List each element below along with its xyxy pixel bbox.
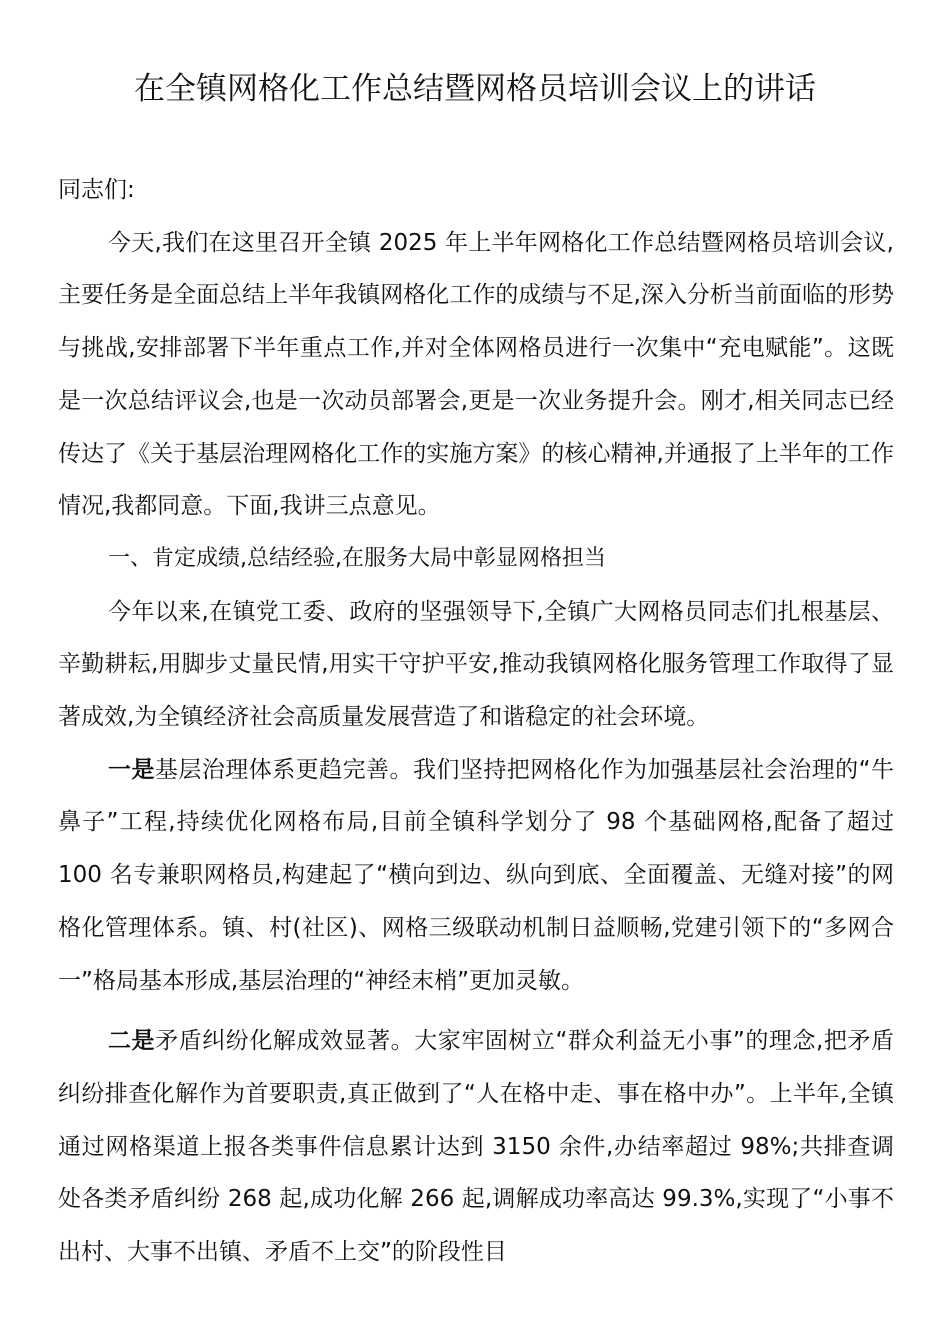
point-1-lead: 一是: [108, 756, 155, 783]
section1-intro-paragraph: 今年以来,在镇党工委、政府的坚强领导下,全镇广大网格员同志们扎根基层、辛勤耕耘,用脚步丈量民情,用实干守护平安,推动我镇网格化服务管理工作取得了显著成效,为全镇经济社会高质量发展营造了和谐稳定的社会环境。: [58, 598, 894, 731]
document-title: 在全镇网格化工作总结暨网格员培训会议上的讲话: [134, 71, 816, 107]
salutation: 同志们:: [58, 177, 135, 203]
point-2-lead: 二是: [108, 1028, 156, 1055]
point-1-text: 基层治理体系更趋完善。我们坚持把网格化作为加强基层社会治理的“牛鼻子”工程,持续优化网格布局,目前全镇科学划分了 98 个基础网格,配备了超过 100 名专兼职网格员,构建起了“横向到边、纵向到底、全面覆盖、无缝对接”的网格化管理体系。镇、村(社区)、网格三级联动机制日益顺畅,党建引领下的“多网合一”格局基本形成,基层治理的“神经末梢”更加灵敏。: [58, 756, 895, 994]
point-2-text: 矛盾纠纷化解成效显著。大家牢固树立“群众利益无小事”的理念,把矛盾纠纷排查化解作为首要职责,真正做到了“人在格中走、事在格中办”。上半年,全镇通过网格渠道上报各类事件信息累计达到 3150 余件,办结率超过 98%;共排查调处各类矛盾纠纷 268 起,成功化解 266 起,调解成功率高达 99.3%,实现了“小事不出村、大事不出镇、矛盾不上交”的阶段性目: [58, 1028, 894, 1266]
point-2-paragraph: [58, 1015, 894, 1279]
section-heading-1: 一、肯定成绩,总结经验,在服务大局中彰显网格担当: [108, 545, 606, 571]
document-body: [58, 164, 894, 1279]
point-1-paragraph: [58, 744, 894, 1008]
intro-paragraph: 今天,我们在这里召开全镇 2025 年上半年网格化工作总结暨网格员培训会议,主要任务是全面总结上半年我镇网格化工作的成绩与不足,深入分析当前面临的形势与挑战,安排部署下半年重点工作,并对全体网格员进行一次集中“充电赋能”。这既是一次总结评议会,也是一次动员部署会,更是一次业务提升会。刚才,相关同志已经传达了《关于基层治理网格化工作的实施方案》的核心精神,并通报了上半年的工作情况,我都同意。下面,我讲三点意见。: [58, 229, 894, 520]
